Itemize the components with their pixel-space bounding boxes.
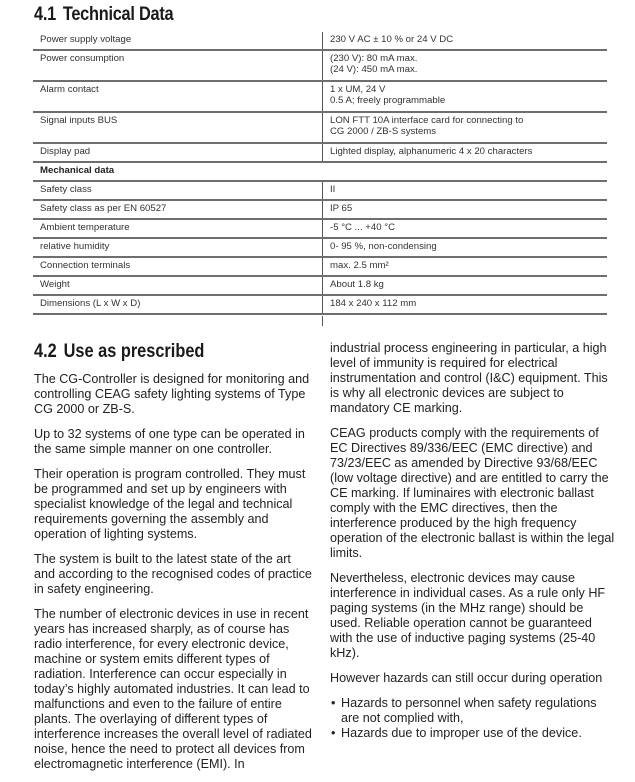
value-line: Lighted display, alphanumeric 4 x 20 characters: [330, 146, 533, 157]
row-value: [323, 238, 608, 257]
row-value: [323, 112, 608, 143]
text-column-left: [34, 372, 314, 782]
bullet-icon: •: [331, 696, 336, 710]
technical-data-table: [33, 32, 607, 315]
section-number: 4.2: [34, 341, 57, 362]
table-row: [33, 112, 607, 143]
row-value: [323, 143, 608, 162]
paragraph: Nevertheless, electronic devices may cause interference in individual cases. As a rule only HF paging systems (in the MHz range) should be used. Reliable operation cannot be guaranteed with the use of inductive paging systems (25-40 kHz).: [330, 571, 606, 660]
paragraph: Their operation is program controlled. They must be programmed and set up by engineers with specialist knowledge of the legal and technical requirements governing the assembly and operation of lighting systems.: [34, 467, 306, 541]
table-section-row: [33, 162, 607, 181]
section-title: Use as prescribed: [63, 341, 205, 362]
row-label: Weight: [33, 276, 323, 295]
column-divider-tail: [322, 316, 323, 326]
row-label: Ambient temperature: [33, 219, 323, 238]
row-value: [323, 81, 608, 112]
value-line: -5 °C ... +40 °C: [330, 222, 395, 233]
row-label: Safety class: [33, 181, 323, 200]
value-line: (230 V): 80 mA max.: [330, 53, 418, 64]
value-line: About 1.8 kg: [330, 279, 384, 290]
row-label: Alarm contact: [33, 81, 323, 112]
row-value: [323, 219, 608, 238]
section-number: 4.1: [34, 4, 56, 25]
row-label: relative humidity: [33, 238, 323, 257]
row-value: [323, 200, 608, 219]
paragraph: CEAG products comply with the requirements of EC Directives 89/336/EEC (EMC directive) and 73/23/EEC as amended by Directive 93/68/EEC (low voltage directive) and are entitled to carry the CE marking. If luminaires with electronic ballast comply with the EMC directives, then the interference produced by the high frequency operation of the electronic ballast is within the legal limits.: [330, 426, 615, 560]
paragraph: Up to 32 systems of one type can be operated in the same simple manner on one controller.: [34, 427, 305, 456]
text-column-right: [330, 341, 615, 741]
table-row: [33, 219, 607, 238]
table-row: [33, 238, 607, 257]
table-row: [33, 50, 607, 81]
paragraph: The CG-Controller is designed for monitoring and controlling CEAG safety lighting systems of Type CG 2000 or ZB-S.: [34, 372, 310, 416]
value-line: II: [330, 184, 336, 195]
table-row: [33, 181, 607, 200]
list-item: [330, 726, 615, 741]
row-label: Safety class as per EN 60527: [33, 200, 323, 219]
row-label: Power consumption: [33, 50, 323, 81]
row-value: [323, 32, 608, 50]
table-row: [33, 276, 607, 295]
table-row: [33, 143, 607, 162]
row-value: [323, 257, 608, 276]
list-item-text: Hazards due to improper use of the device.: [341, 726, 582, 740]
row-label: Signal inputs BUS: [33, 112, 323, 143]
row-value: [323, 276, 608, 295]
value-line: LON FTT 10A interface card for connecting to: [330, 115, 524, 126]
hazard-list: [330, 696, 615, 741]
row-label: Power supply voltage: [33, 32, 323, 50]
table-row: [33, 32, 607, 50]
table-row: [33, 257, 607, 276]
value-line: 184 x 240 x 112 mm: [330, 298, 417, 309]
paragraph: industrial process engineering in particular, a high level of immunity is required for electrical instrumentation and control (I&C) equipment. This is why all electronic devices are subject to mandatory CE marking.: [330, 341, 608, 415]
row-label: Connection terminals: [33, 257, 323, 276]
row-label: Dimensions (L x W x D): [33, 295, 323, 314]
section-heading-technical-data: [34, 4, 173, 26]
paragraph: However hazards can still occur during operation: [330, 671, 603, 685]
value-line: 0- 95 %, non-condensing: [330, 241, 437, 252]
section-heading-use-as-prescribed: [34, 341, 204, 363]
list-item: [330, 696, 615, 726]
table-row: [33, 200, 607, 219]
table-row: [33, 295, 607, 314]
section-title: Technical Data: [62, 4, 174, 25]
value-line: IP 65: [330, 203, 353, 214]
row-value: [323, 181, 608, 200]
value-line: 230 V AC ± 10 % or 24 V DC: [330, 34, 454, 45]
row-label: Display pad: [33, 143, 323, 162]
row-value: [323, 295, 608, 314]
value-line: (24 V): 450 mA max.: [330, 64, 418, 75]
value-line: max. 2.5 mm²: [330, 260, 389, 271]
bullet-icon: •: [331, 726, 336, 740]
value-line: 1 x UM, 24 V: [330, 84, 386, 95]
list-item-text: Hazards to personnel when safety regulations are not complied with,: [341, 696, 597, 725]
paragraph: The system is built to the latest state of the art and according to the recognised codes of practice in safety engineering.: [34, 552, 312, 596]
row-value: [323, 50, 608, 81]
paragraph: The number of electronic devices in use in recent years has increased sharply, as of course has radio interference, for every electronic device, machine or system emits different types of radiation. Interference can occur especially in today’s highly automated industries. It can lead to malfunctions and even to the failure of entire plants. The overlaying of different types of interference increases the overall level of radiated noise, hence the need to protect all devices from electromagnetic interference (EMI). In: [34, 607, 312, 771]
section-label: Mechanical data: [33, 162, 607, 181]
value-line: CG 2000 / ZB-S systems: [330, 126, 437, 137]
value-line: 0.5 A; freely programmable: [330, 95, 446, 106]
table-row: [33, 81, 607, 112]
